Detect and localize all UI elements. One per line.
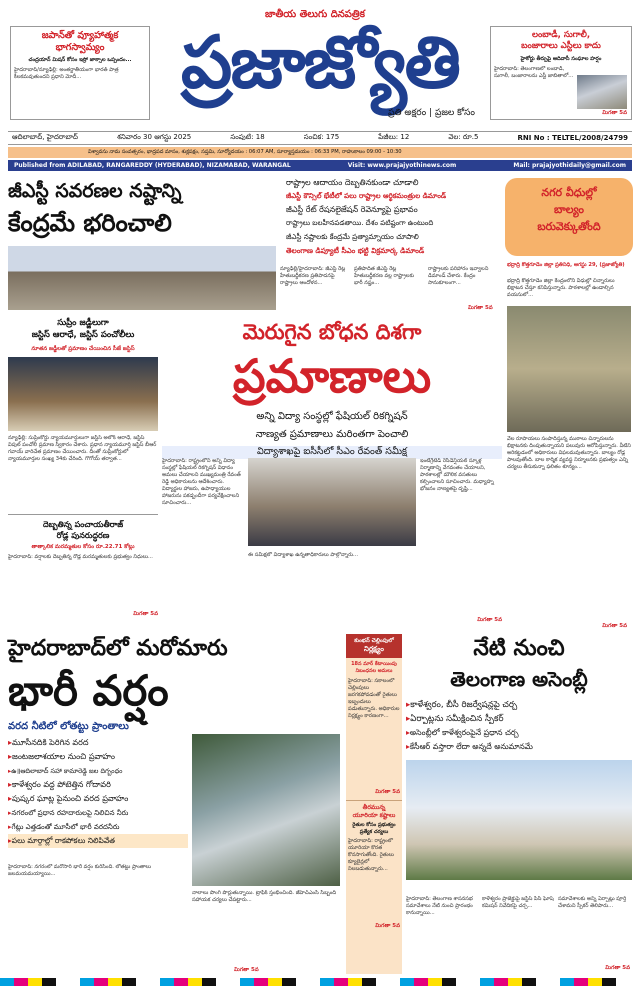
panchangam-text: విశ్వావసు నామ సంవత్సరం, భాద్రపద మాసం, శుక్లపక్షం, సప్తమి, సూర్యోదయం : 06:07 AM, సూర్యాస్తమయం : 06:33 PM, రాహుకాలం 09:00 - 10:30: [88, 149, 402, 155]
rain-more: మిగతా 5వ: [234, 967, 259, 973]
gst-text-1: రాష్ట్రాల ఆదాయం దెబ్బతినకుండా చూడాలి: [286, 178, 419, 187]
child-title-box: [505, 178, 633, 256]
gst-text-3: జీఎస్టీ రేట్ రేషనలైజేషన్ రెవెన్యూపై ప్రభావం: [286, 205, 418, 214]
assembly-bullets: [406, 698, 632, 754]
assembly-body-3: సమావేశాలకు అన్ని ఏర్పాట్లు పూర్తి చేశామని స్పీకర్ తెలిపారు...: [558, 896, 627, 909]
child-more: మిగతా 5వ: [602, 623, 627, 629]
edu-headline: ప్రమాణాలు: [232, 349, 432, 403]
publisher-web: Visit: www.prajajyothinews.com: [347, 162, 457, 169]
kaushik-title: కుంభన్ చెల్లింపులో: [354, 638, 394, 644]
urea-title-box: [346, 800, 402, 820]
rain-bullets: [8, 736, 188, 848]
middle-sidebar: [346, 634, 402, 974]
masthead-tagline: జాతీయ తెలుగు దినపత్రిక: [265, 9, 365, 20]
info-place: ఆదిలాబాద్, హైదరాబాద్: [12, 133, 78, 141]
rain-sub: వరద నీటిలో లోతట్టు ప్రాంతాలు: [8, 721, 129, 732]
assembly-bullet: ▸ కాళేశ్వరం, బీసీ రిజర్వేషన్లపై చర్చ: [406, 698, 632, 712]
gst-story: [8, 174, 500, 312]
edu-story: [162, 318, 502, 628]
sc-title: సుప్రీం జడ్జీలుగా: [57, 318, 109, 328]
publisher-strip: [8, 160, 632, 171]
kaushik-title-2: నిర్లక్ష్యం: [364, 645, 384, 653]
gst-more: మిగతా 5వ: [468, 305, 493, 311]
rain-story: [8, 634, 342, 974]
sc-body: న్యూఢిల్లీ: సుప్రీంకోర్టు న్యాయమూర్తులుగా జస్టిస్ అలోక్ ఆరాధే, జస్టిస్ విపుల్ పంచోలీ ప్రమాణ స్వీకారం చేశారు. ప్రధాన న్యాయమూర్తి జస్టిస్ బీఆర్ గవాయ్ వారిచేత ప్రమాణం చేయించారు. దీంతో సుప్రీంకోర్టులో న్యాయమూర్తుల సంఖ్య 34కు చేరింది. గొగోయ్ తర్వాత...: [8, 435, 157, 462]
info-bar: [8, 131, 632, 145]
gst-col-1: న్యూఢిల్లీ/హైదరాబాద్: జీఎస్టీ రేట్ల హేతుబద్ధీకరణ ప్రతిపాదనపై రాష్ట్రాలు ఆందోళన...: [280, 266, 346, 286]
assembly-photo: [406, 760, 632, 880]
ear-right-sub: హైకోర్టు తీర్పుపై ఆదివాసీ సంఘాల హర్షం: [520, 56, 602, 62]
rain-bullet: ▸ మూసీనదికి పెరిగిన వరద: [8, 736, 188, 750]
road-more: మిగతా 5వ: [133, 611, 158, 617]
gst-headline-2: కేంద్రమే భరించాలి: [8, 209, 172, 237]
assembly-headline-2: తెలంగాణ అసెంబ్లీ: [450, 667, 588, 691]
edu-deck-3: విద్యాశాఖపై ఐసీసీలో సీఎం రేవంత్ సమీక్ష: [162, 446, 502, 459]
assembly-more: మిగతా 5వ: [605, 965, 630, 971]
ear-left-sub: చంద్రయాన్ మిషన్ కోసం ఇస్రో జాక్సాల ఒప్పందం...: [28, 57, 132, 63]
child-body-2: వేల రూపాయలు సంపాదిస్తున్న ముఠాలు చిన్నారులను భిక్షాటనకు దింపుతున్నాయని పలువురు ఆరోపిస్తున్నారు. వీటిని అరికట్టడంలో అధికారులు విఫలమవుతున్నారు. బాల్యం రోడ్ల పాలవుతోంది. బాల కార్మిక వ్యవస్థ నిర్మూలనకు ప్రభుత్వం ఎన్ని చర్యలు తీసుకున్నా ఫలితం శూన్యం...: [507, 436, 631, 470]
kaushik-more: మిగతా 5వ: [375, 789, 400, 795]
registration-bar: [0, 978, 640, 986]
rain-photo: [192, 734, 340, 886]
road-story: [8, 514, 158, 624]
assembly-body-1: హైదరాబాద్: తెలంగాణ శాసనసభ సమావేశాలు నేటి నుంచి ప్రారంభం కానున్నాయి...: [406, 896, 473, 916]
assembly-bullet: ▸ అసెంబ్లీలో కాళేశ్వరంపైనే ప్రధాన చర్చ: [406, 726, 632, 740]
child-title: నగర వీధుల్లో బాల్యం బరువెక్కుతోంది: [537, 186, 601, 233]
urea-sub: రైతుల కోసం ప్రభుత్వం ప్రత్యేక చర్యలు: [352, 822, 396, 835]
gst-photo: [8, 246, 276, 310]
publisher-places: Published from ADILABAD, RANGAREDDY (HYDERABAD), NIZAMABAD, WARANGAL: [14, 162, 291, 169]
gst-col-3: రాష్ట్రాలకు పరిహారం ఇవ్వాలని డిమాండ్ చేశారు. కేంద్రం సానుకూలంగా...: [428, 266, 489, 286]
edu-body-3: ఈ సమీక్షలో విద్యాశాఖ ఉన్నతాధికారులు పాల్గొన్నారు...: [248, 552, 358, 558]
rain-bullet: ▸ నగరంలో ప్రధాన రహదారులపై నిలిచిన నీరు: [8, 806, 188, 820]
child-sub: భద్రాద్రి కొత్తగూడెం జిల్లా ప్రతినిధి, ఆగస్టు 29, (ప్రజాజ్యోతి): [507, 262, 625, 268]
ear-right-more: మిగతా 5వ: [602, 110, 627, 116]
ear-right-body: హైదరాబాద్: తెలంగాణలో లంబాడీ, సుగాలీ, బంజారాలను ఎస్టీ జాబితాలో...: [494, 66, 574, 79]
ear-left-box: [10, 26, 150, 120]
sc-story: [8, 318, 158, 508]
edu-more: మిగతా 5వ: [477, 617, 502, 623]
urea-title: తీరమున్న: [362, 804, 386, 811]
info-date: శనివారం 30 ఆగస్టు 2025: [117, 133, 192, 141]
rain-body-1: హైదరాబాద్: నగరంలో మరోసారి భారీ వర్షం కురిసింది. లోతట్టు ప్రాంతాలు జలమయమయ్యాయి...: [8, 864, 152, 877]
publisher-mail: Mail: prajajyothidaily@gmail.com: [513, 162, 626, 169]
rain-bullet: ▸ ఉ॥ఆదిలాబాద్ సహా కామారెడ్డి జల దిగ్బంధం: [8, 764, 188, 778]
info-volume: సంపుటి: 18: [230, 133, 265, 141]
masthead-name: ప్రజాజ్యోతి: [181, 20, 459, 104]
info-price: వెల: రూ.5: [448, 133, 479, 141]
gst-text-2: జీఎస్టీ కౌన్సిల్ భేటీలో పలు రాష్ట్రాల ఆర్థికమంత్రుల డిమాండ్: [286, 191, 447, 200]
rain-headline-1: హైదరాబాద్‌లో మరోమారు: [8, 636, 228, 661]
info-issue: సంచిక: 175: [303, 133, 340, 141]
assembly-headline-1: నేటి నుంచి: [473, 636, 565, 661]
sc-sub: నూతన జడ్జీలతో ప్రమాణం చేయించిన సీజే జస్టిస్: [31, 346, 135, 352]
gst-headline-box: [8, 176, 280, 242]
assembly-bullet: ▸ కేసీఆర్ వస్తారా లేదా అన్నదే అనుమానమే: [406, 740, 632, 754]
gst-col-2: ప్రతిపాదిత జీఎస్టీ రేట్ల హేతుబద్ధీకరణ వల్ల రాష్ట్రాలకు భారీ నష్టం...: [354, 266, 414, 286]
kaushik-title-box: [346, 634, 402, 658]
gst-deck: [286, 176, 500, 257]
panchangam-bar: [8, 147, 632, 158]
edu-kicker: మెరుగైన బోధన దిశగా: [242, 320, 422, 344]
rain-bullet: ▸ పుష్కర ఘాట్ల పైనుంచి వరద ప్రవాహం: [8, 792, 188, 806]
sc-title-2: జస్టిస్ ఆరాధే, జస్టిస్ పంచోలీలు: [31, 330, 135, 340]
assembly-story: [406, 634, 632, 974]
assembly-body-2: కాళేశ్వరం ప్రాజెక్టుపై జస్టిస్ పీసీ ఘోష్ కమిషన్ నివేదికపై చర్చ...: [482, 896, 554, 909]
urea-body: హైదరాబాద్: రాష్ట్రంలో యూరియా కొరత కొనసాగుతోంది. రైతులు క్యూలైన్లలో నిలబడుతున్నారు...: [348, 838, 394, 872]
rain-bullet: ▸ గేట్లు ఎత్తడంతో మూసీలో భారీ వరదనీరు: [8, 820, 188, 834]
masthead-motto: ప్రతి అక్షరం | ప్రజల కోసం: [388, 108, 475, 118]
sc-photo: [8, 357, 158, 431]
ear-left-title: జపాన్‌తో వ్యూహాత్మక భాగస్వామ్యం: [41, 30, 119, 53]
road-body: హైదరాబాద్: వర్షాలకు దెబ్బతిన్న రోడ్ల మరమ్మతులకు ప్రభుత్వం నిధులు...: [8, 554, 153, 560]
gst-text-4: రాష్ట్రాలు బలహీనపడతాయి. దేశం పటిష్టంగా ఉంటుంది: [286, 218, 434, 227]
gst-text-5: జీఎస్టీ నష్టాలకు కేంద్రమే ప్రత్యామ్నాయం చూపాలి: [286, 232, 419, 241]
ear-right-title: లంబాడీ, సుగాలీ, బంజారాలు ఎస్టీలు కాదు: [521, 30, 601, 51]
ear-right-photo: [577, 75, 627, 109]
child-body-1: భద్రాద్రి కొత్తగూడెం జిల్లా కేంద్రంలోని వీధుల్లో చిన్నారులు భిక్షాటన చేస్తూ కనిపిస్తున్నారు. పాఠశాలల్లో ఉండాల్సిన వయసులో...: [507, 278, 615, 298]
road-sub: తాత్కాలిక మరమ్మతుల కోసం రూ.22.71 కోట్లు: [31, 544, 135, 550]
edu-body-2: ఇంటిగ్రేటెడ్ రెసిడెన్షియల్ స్కూళ్ల నిర్మాణాన్ని వేగవంతం చేయాలని, పాఠశాలల్లో మౌలిక వసతులు కల్పించాలని సూచించారు. మధ్యాహ్న భోజనం నాణ్యతపై దృష్టి...: [420, 458, 494, 492]
edu-deck-1: అన్ని విద్యా సంస్థల్లో ఫేషియల్ రికగ్నిషన్: [256, 411, 408, 422]
rain-bullet: ▸ పలు మార్గాల్లో రాకపోకలు నిలిపివేత: [8, 834, 188, 848]
kaushik-sub: 18న మార్ కేటాయింపు నిబంధనల అమలు: [351, 661, 397, 674]
edu-body-1: హైదరాబాద్: రాష్ట్రంలోని అన్ని విద్యా సంస్థల్లో ఫేషియల్ రికగ్నిషన్ విధానం అమలు చేయాలని ముఖ్యమంత్రి రేవంత్ రెడ్డి అధికారులను ఆదేశించారు. విద్యార్థుల హాజరు, ఉపాధ్యాయుల హాజరును పకడ్బందీగా పర్యవేక్షించాలని సూచించారు...: [162, 458, 241, 506]
rain-body-2: నాలాలు పొంగి పొర్లుతున్నాయి. ట్రాఫిక్ స్తంభించింది. జీహెచ్ఎంసీ సిబ్బంది సహాయక చర్యలు చేపట్టారు...: [192, 890, 337, 903]
kaushik-body: హైదరాబాద్: సకాలంలో చెల్లింపులు జరగకపోవడంతో రైతులు ఇబ్బందులు పడుతున్నారు. అధికారుల నిర్లక్ష్యం కారణంగా...: [348, 678, 400, 719]
urea-more: మిగతా 5వ: [375, 923, 400, 929]
info-pages: పేజీలు: 12: [378, 133, 410, 141]
child-photo: [507, 306, 631, 432]
rain-bullet: ▸ కాళేశ్వరం వద్ద పోటెత్తిన గోదావరి: [8, 778, 188, 792]
road-title: దెబ్బతిన్న పంచాయతీరాజ్ రోడ్ల పునరుద్ధరణ: [42, 520, 124, 540]
edu-photo: [248, 458, 416, 546]
edu-deck-2: నాణ్యత ప్రమాణాలు మరింతగా పెంచాలి: [255, 429, 409, 440]
info-rni: RNI No : TELTEL/2008/24799: [517, 134, 628, 142]
ear-left-body: హైదరాబాద్/న్యూఢిల్లీ: అంతర్జాతీయంగా భారత్ పాత్ర కీలకమవుతుందని ప్రధాని మోదీ...: [14, 67, 119, 80]
rain-headline-2: భారీ వర్షం: [8, 666, 169, 715]
rain-bullet: ▸ జంటజలాశయాల నుంచి ప్రవాహం: [8, 750, 188, 764]
urea-title-2: యూరియా కష్టాలు: [352, 812, 396, 819]
masthead: [155, 4, 485, 128]
assembly-bullet: ▸ ఏర్పాట్లను సమీక్షించిన స్పీకర్: [406, 712, 632, 726]
gst-headline-1: జీఎస్టీ సవరణల నష్టాన్ని: [8, 180, 182, 202]
ear-right-box: [490, 26, 632, 120]
gst-text-6: తెలంగాణ డిప్యూటీ సీఎం భట్టి విక్రమార్క డిమాండ్: [286, 245, 425, 255]
